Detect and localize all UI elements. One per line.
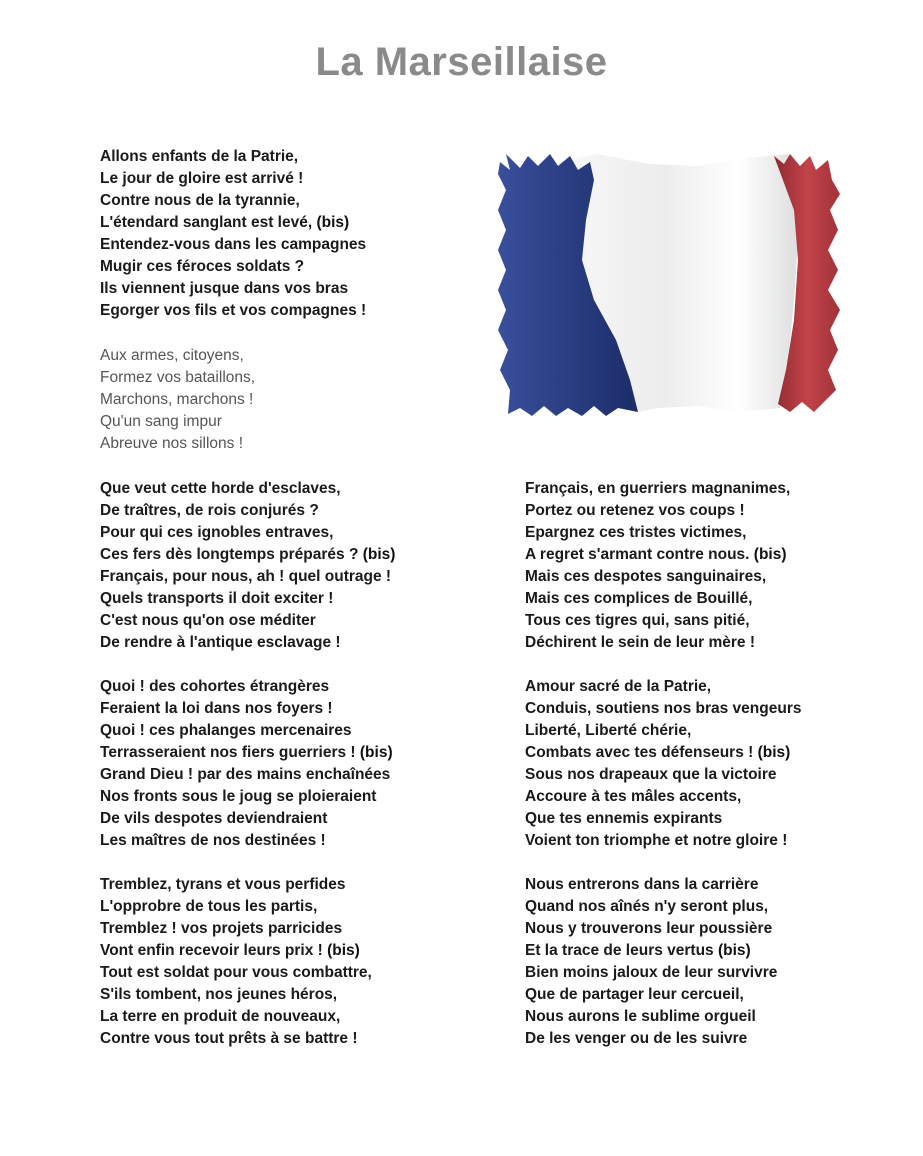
verse-line bbox=[100, 1028, 372, 1050]
verse-line bbox=[525, 676, 801, 698]
verse-line bbox=[100, 544, 395, 566]
stanza-7 bbox=[525, 874, 777, 1050]
verse-line bbox=[100, 478, 395, 500]
stanza-3 bbox=[100, 676, 393, 852]
verse-line-text: Vont enfin recevoir leurs prix ! bbox=[100, 942, 323, 959]
verse-line bbox=[100, 411, 255, 433]
verse-line-text: Aux armes, citoyens, bbox=[100, 347, 244, 364]
verse-line bbox=[100, 742, 393, 764]
verse-line-text: Portez ou retenez vos coups ! bbox=[525, 502, 745, 519]
bis-marker: (bis) bbox=[717, 942, 751, 959]
verse-line bbox=[100, 940, 372, 962]
verse-line-text: Contre vous tout prêts à se battre ! bbox=[100, 1030, 358, 1047]
verse-line bbox=[100, 190, 366, 212]
verse-line-text: Grand Dieu ! par des mains enchaînées bbox=[100, 766, 391, 783]
verse-line bbox=[100, 522, 395, 544]
verse-line bbox=[100, 808, 393, 830]
verse-line bbox=[525, 808, 801, 830]
verse-line bbox=[525, 500, 790, 522]
verse-line-text: L'opprobre de tous les partis, bbox=[100, 898, 318, 915]
verse-line-text: Liberté, Liberté chérie, bbox=[525, 722, 692, 739]
verse-line-text: Que tes ennemis expirants bbox=[525, 810, 723, 827]
french-flag-icon bbox=[498, 150, 840, 418]
verse-line-text: Voient ton triomphe et notre gloire ! bbox=[525, 832, 788, 849]
verse-line bbox=[100, 984, 372, 1006]
verse-line-text: Les maîtres de nos destinées ! bbox=[100, 832, 326, 849]
verse-line-text: Quand nos aînés n'y seront plus, bbox=[525, 898, 769, 915]
verse-line bbox=[525, 720, 801, 742]
verse-line bbox=[100, 500, 395, 522]
verse-line-text: S'ils tombent, nos jeunes héros, bbox=[100, 986, 338, 1003]
verse-line bbox=[525, 742, 801, 764]
verse-line bbox=[525, 478, 790, 500]
verse-line-text: Mais ces complices de Bouillé, bbox=[525, 590, 753, 607]
verse-line bbox=[525, 874, 777, 896]
verse-line-text: Egorger vos fils et vos compagnes ! bbox=[100, 302, 367, 319]
verse-line-text: Nous entrerons dans la carrière bbox=[525, 876, 759, 893]
verse-line bbox=[525, 522, 790, 544]
verse-line-text: Ils viennent jusque dans vos bras bbox=[100, 280, 349, 297]
verse-line-text: Entendez-vous dans les campagnes bbox=[100, 236, 367, 253]
verse-line-text: Nous aurons le sublime orgueil bbox=[525, 1008, 756, 1025]
verse-line-text: Que veut cette horde d'esclaves, bbox=[100, 480, 341, 497]
verse-line-text: Pour qui ces ignobles entraves, bbox=[100, 524, 334, 541]
verse-line bbox=[100, 367, 255, 389]
verse-line-text: Bien moins jaloux de leur survivre bbox=[525, 964, 778, 981]
verse-line bbox=[100, 566, 395, 588]
verse-line-text: Conduis, soutiens nos bras vengeurs bbox=[525, 700, 802, 717]
bis-marker: (bis) bbox=[757, 744, 791, 761]
verse-line bbox=[100, 632, 395, 654]
verse-line-text: Sous nos drapeaux que la victoire bbox=[525, 766, 777, 783]
verse-line-text: Abreuve nos sillons ! bbox=[100, 435, 244, 452]
verse-line bbox=[100, 433, 255, 455]
verse-line bbox=[100, 345, 255, 367]
verse-line bbox=[525, 764, 801, 786]
verse-line bbox=[100, 786, 393, 808]
verse-line-text: Mugir ces féroces soldats ? bbox=[100, 258, 305, 275]
verse-line-text: Tremblez, tyrans et vous perfides bbox=[100, 876, 346, 893]
verse-line-text: Accoure à tes mâles accents, bbox=[525, 788, 742, 805]
verse-line bbox=[525, 1028, 777, 1050]
verse-line-text: Ces fers dès longtemps préparés ? bbox=[100, 546, 359, 563]
verse-line bbox=[100, 830, 393, 852]
verse-line bbox=[100, 698, 393, 720]
verse-line-text: Combats avec tes défenseurs ! bbox=[525, 744, 754, 761]
verse-line-text: Marchons, marchons ! bbox=[100, 391, 254, 408]
verse-line-text: Amour sacré de la Patrie, bbox=[525, 678, 712, 695]
verse-line bbox=[100, 764, 393, 786]
verse-line bbox=[525, 830, 801, 852]
verse-line-text: C'est nous qu'on ose méditer bbox=[100, 612, 316, 629]
verse-line-text: Formez vos bataillons, bbox=[100, 369, 256, 386]
verse-line bbox=[100, 146, 366, 168]
bis-marker: (bis) bbox=[753, 546, 787, 563]
verse-line-text: Tous ces tigres qui, sans pitié, bbox=[525, 612, 750, 629]
verse-line-text: L'étendard sanglant est levé, bbox=[100, 214, 313, 231]
verse-line-text: De vils despotes deviendraient bbox=[100, 810, 328, 827]
verse-line bbox=[100, 300, 366, 322]
verse-line-text: Nous y trouverons leur poussière bbox=[525, 920, 773, 937]
bis-marker: (bis) bbox=[362, 546, 396, 563]
verse-line-text: De traîtres, de rois conjurés ? bbox=[100, 502, 319, 519]
verse-line bbox=[525, 896, 777, 918]
verse-line-text: A regret s'armant contre nous. bbox=[525, 546, 750, 563]
verse-line-text: Tout est soldat pour vous combattre, bbox=[100, 964, 372, 981]
verse-line bbox=[100, 212, 366, 234]
verse-line-text: Epargnez ces tristes victimes, bbox=[525, 524, 747, 541]
stanza-1 bbox=[100, 146, 366, 322]
verse-line bbox=[525, 610, 790, 632]
verse-line-text: De rendre à l'antique esclavage ! bbox=[100, 634, 341, 651]
refrain bbox=[100, 345, 255, 455]
verse-line-text: De les venger ou de les suivre bbox=[525, 1030, 748, 1047]
verse-line-text: Déchirent le sein de leur mère ! bbox=[525, 634, 756, 651]
bis-marker: (bis) bbox=[359, 744, 393, 761]
verse-line bbox=[100, 610, 395, 632]
verse-line-text: Quoi ! ces phalanges mercenaires bbox=[100, 722, 352, 739]
verse-line bbox=[525, 786, 801, 808]
verse-line-text: Qu'un sang impur bbox=[100, 413, 222, 430]
stanza-6 bbox=[525, 676, 801, 852]
verse-line-text: Mais ces despotes sanguinaires, bbox=[525, 568, 767, 585]
verse-line bbox=[525, 918, 777, 940]
verse-line bbox=[100, 234, 366, 256]
page-title: La Marseillaise bbox=[315, 40, 608, 84]
bis-marker: (bis) bbox=[327, 942, 360, 959]
stanza-2 bbox=[100, 478, 395, 654]
verse-line-text: Allons enfants de la Patrie, bbox=[100, 148, 299, 165]
verse-line-text: Nos fronts sous le joug se ploieraient bbox=[100, 788, 377, 805]
verse-line-text: Quoi ! des cohortes étrangères bbox=[100, 678, 330, 695]
verse-line bbox=[525, 566, 790, 588]
verse-line-text: Français, en guerriers magnanimes, bbox=[525, 480, 791, 497]
verse-line-text: Tremblez ! vos projets parricides bbox=[100, 920, 343, 937]
verse-line bbox=[100, 256, 366, 278]
verse-line bbox=[100, 676, 393, 698]
verse-line bbox=[525, 698, 801, 720]
verse-line bbox=[525, 984, 777, 1006]
verse-line bbox=[100, 962, 372, 984]
bis-marker: (bis) bbox=[316, 214, 350, 231]
verse-line bbox=[525, 1006, 777, 1028]
verse-line bbox=[100, 1006, 372, 1028]
verse-line-text: Terrasseraient nos fiers guerriers ! bbox=[100, 744, 356, 761]
verse-line-text: Et la trace de leurs vertus bbox=[525, 942, 714, 959]
verse-line bbox=[100, 278, 366, 300]
stanza-5 bbox=[525, 478, 790, 654]
verse-line bbox=[100, 168, 366, 190]
verse-line bbox=[525, 940, 777, 962]
verse-line bbox=[525, 588, 790, 610]
verse-line-text: Le jour de gloire est arrivé ! bbox=[100, 170, 304, 187]
verse-line-text: La terre en produit de nouveaux, bbox=[100, 1008, 341, 1025]
verse-line bbox=[525, 632, 790, 654]
verse-line-text: Contre nous de la tyrannie, bbox=[100, 192, 300, 209]
verse-line bbox=[100, 918, 372, 940]
verse-line bbox=[100, 389, 255, 411]
verse-line bbox=[100, 874, 372, 896]
verse-line bbox=[525, 962, 777, 984]
stanza-4 bbox=[100, 874, 372, 1050]
verse-line bbox=[525, 544, 790, 566]
verse-line-text: Que de partager leur cercueil, bbox=[525, 986, 744, 1003]
verse-line-text: Quels transports il doit exciter ! bbox=[100, 590, 334, 607]
verse-line-text: Français, pour nous, ah ! quel outrage ! bbox=[100, 568, 392, 585]
verse-line bbox=[100, 720, 393, 742]
verse-line-text: Feraient la loi dans nos foyers ! bbox=[100, 700, 333, 717]
verse-line bbox=[100, 896, 372, 918]
verse-line bbox=[100, 588, 395, 610]
